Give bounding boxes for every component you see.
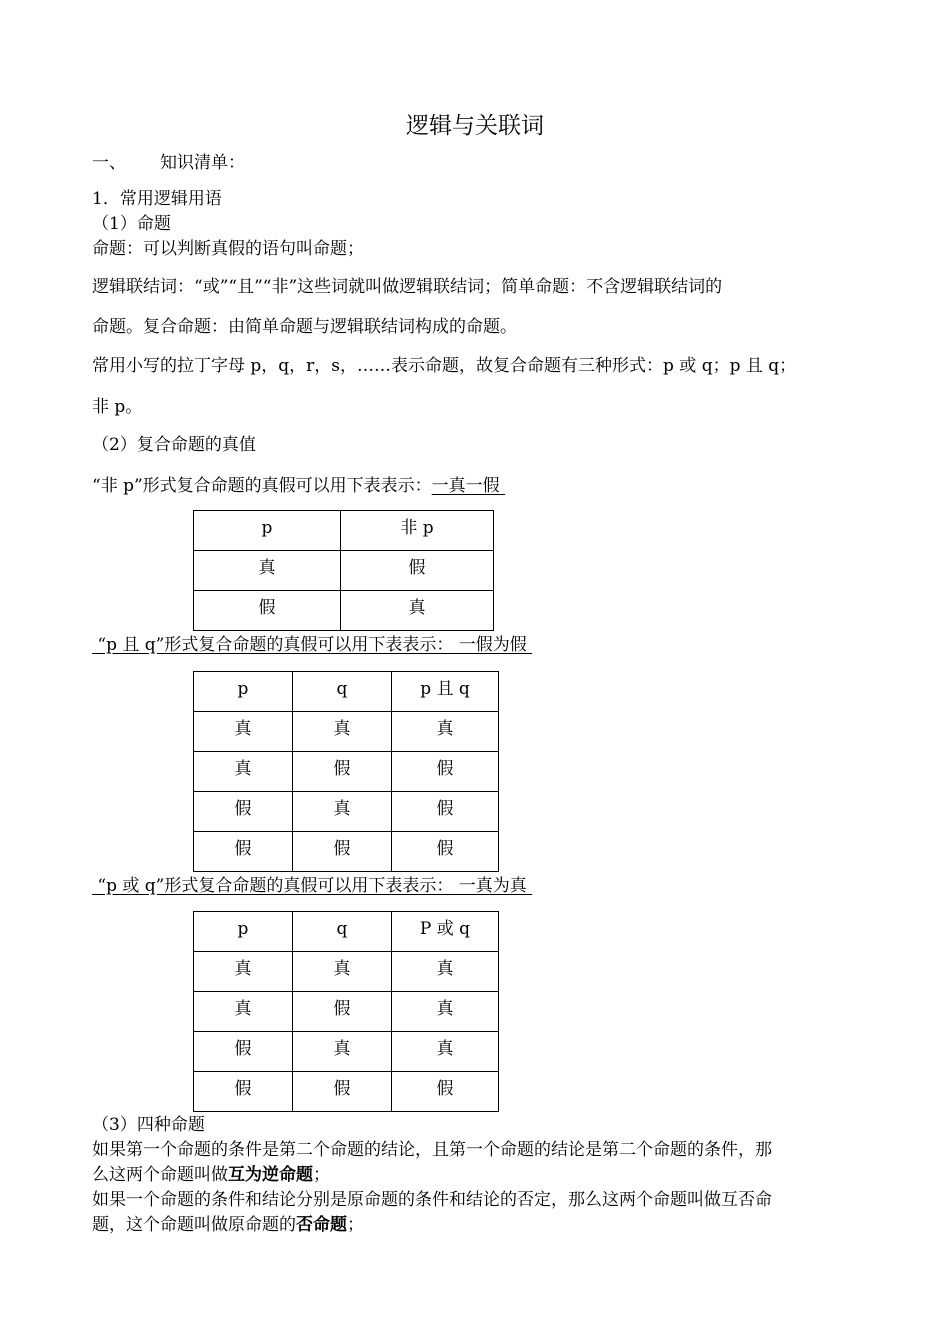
header-cell: P 或 q xyxy=(392,912,499,952)
paragraph-letters-line2: 非 p。 xyxy=(92,397,143,417)
table-cell: 真 xyxy=(293,792,392,832)
converse-term: 互为逆命题 xyxy=(228,1165,313,1185)
inverse-term: 否命题 xyxy=(296,1215,347,1235)
or-caption-rule: 一真为真 xyxy=(458,876,527,896)
topic-heading: 1．常用逻辑用语 xyxy=(92,189,222,209)
table-row xyxy=(194,1072,499,1112)
header-cell: 非 p xyxy=(341,511,494,551)
header-cell: q xyxy=(293,912,392,952)
and-caption-text: “p 且 q”形式复合命题的真假可以用下表表示： xyxy=(97,635,454,655)
table-header-row xyxy=(194,912,499,952)
table-cell: 假 xyxy=(293,832,392,872)
header-cell: p 且 q xyxy=(392,672,499,712)
header-cell: p xyxy=(194,511,341,551)
inverse-text: 题，这个命题叫做原命题的 xyxy=(92,1215,296,1235)
table-cell: 真 xyxy=(392,992,499,1032)
table-cell: 真 xyxy=(392,1032,499,1072)
table-header-row xyxy=(194,511,494,551)
table-cell: 真 xyxy=(194,992,293,1032)
table-cell: 真 xyxy=(293,712,392,752)
table-cell: 假 xyxy=(341,551,494,591)
paragraph-inverse-line1: 如果一个命题的条件和结论分别是原命题的条件和结论的否定，那么这两个命题叫做互否命 xyxy=(92,1190,772,1210)
section-heading: 知识清单： xyxy=(160,153,245,173)
paragraph-connectives-line2: 命题。复合命题：由简单命题与逻辑联结词构成的命题。 xyxy=(92,317,517,337)
not-table-caption xyxy=(92,475,505,497)
header-cell: q xyxy=(293,672,392,712)
paragraph-inverse-line2 xyxy=(92,1214,364,1236)
table-cell: 真 xyxy=(194,952,293,992)
table-row xyxy=(194,792,499,832)
subheading-four-propositions: （3）四种命题 xyxy=(92,1115,205,1135)
or-caption-text: “p 或 q”形式复合命题的真假可以用下表表示： xyxy=(97,876,454,896)
and-table-caption xyxy=(92,634,532,656)
table-cell: 假 xyxy=(293,992,392,1032)
table-cell: 假 xyxy=(293,752,392,792)
paragraph-connectives-line1: 逻辑联结词：“或”“且”“非”这些词就叫做逻辑联结词；简单命题：不含逻辑联结词的 xyxy=(92,277,723,297)
table-row xyxy=(194,832,499,872)
table-row xyxy=(194,952,499,992)
table-cell: 真 xyxy=(293,1032,392,1072)
table-cell: 假 xyxy=(194,1032,293,1072)
table-cell: 假 xyxy=(194,1072,293,1112)
not-caption-text: “非 p”形式复合命题的真假可以用下表表示： xyxy=(92,476,432,496)
table-cell: 假 xyxy=(392,1072,499,1112)
table-cell: 真 xyxy=(293,952,392,992)
converse-end: ； xyxy=(313,1165,330,1185)
not-caption-rule: 一真一假 xyxy=(431,476,500,496)
table-cell: 真 xyxy=(392,952,499,992)
table-cell: 假 xyxy=(194,792,293,832)
not-truth-table xyxy=(193,510,494,631)
header-cell: p xyxy=(194,672,293,712)
table-cell: 真 xyxy=(341,591,494,631)
or-truth-table xyxy=(193,911,499,1112)
table-row xyxy=(194,1032,499,1072)
table-cell: 假 xyxy=(392,832,499,872)
and-caption-rule: 一假为假 xyxy=(458,635,527,655)
inverse-end: ； xyxy=(347,1215,364,1235)
table-cell: 假 xyxy=(194,832,293,872)
table-cell: 真 xyxy=(392,712,499,752)
table-row xyxy=(194,712,499,752)
table-row xyxy=(194,591,494,631)
and-truth-table xyxy=(193,671,499,872)
page-title: 逻辑与关联词 xyxy=(406,113,544,139)
table-cell: 假 xyxy=(392,752,499,792)
or-table-caption xyxy=(92,875,532,897)
subheading-truth-values: （2）复合命题的真值 xyxy=(92,435,256,455)
table-cell: 真 xyxy=(194,752,293,792)
table-row xyxy=(194,992,499,1032)
table-row xyxy=(194,752,499,792)
paragraph-letters-line1: 常用小写的拉丁字母 p，q，r，s，……表示命题，故复合命题有三种形式：p 或 q；p 且 q； xyxy=(92,356,797,376)
table-header-row xyxy=(194,672,499,712)
converse-text: 么这两个命题叫做 xyxy=(92,1165,228,1185)
paragraph-converse-line2 xyxy=(92,1164,330,1186)
paragraph-definition: 命题：可以判断真假的语句叫命题； xyxy=(92,239,364,259)
table-cell: 假 xyxy=(293,1072,392,1112)
paragraph-converse-line1: 如果第一个命题的条件是第二个命题的结论，且第一个命题的结论是第二个命题的条件，那 xyxy=(92,1140,772,1160)
table-cell: 真 xyxy=(194,551,341,591)
section-number: 一、 xyxy=(92,153,126,173)
table-cell: 假 xyxy=(392,792,499,832)
table-cell: 假 xyxy=(194,591,341,631)
subheading-proposition: （1）命题 xyxy=(92,214,171,234)
table-cell: 真 xyxy=(194,712,293,752)
table-row xyxy=(194,551,494,591)
header-cell: p xyxy=(194,912,293,952)
